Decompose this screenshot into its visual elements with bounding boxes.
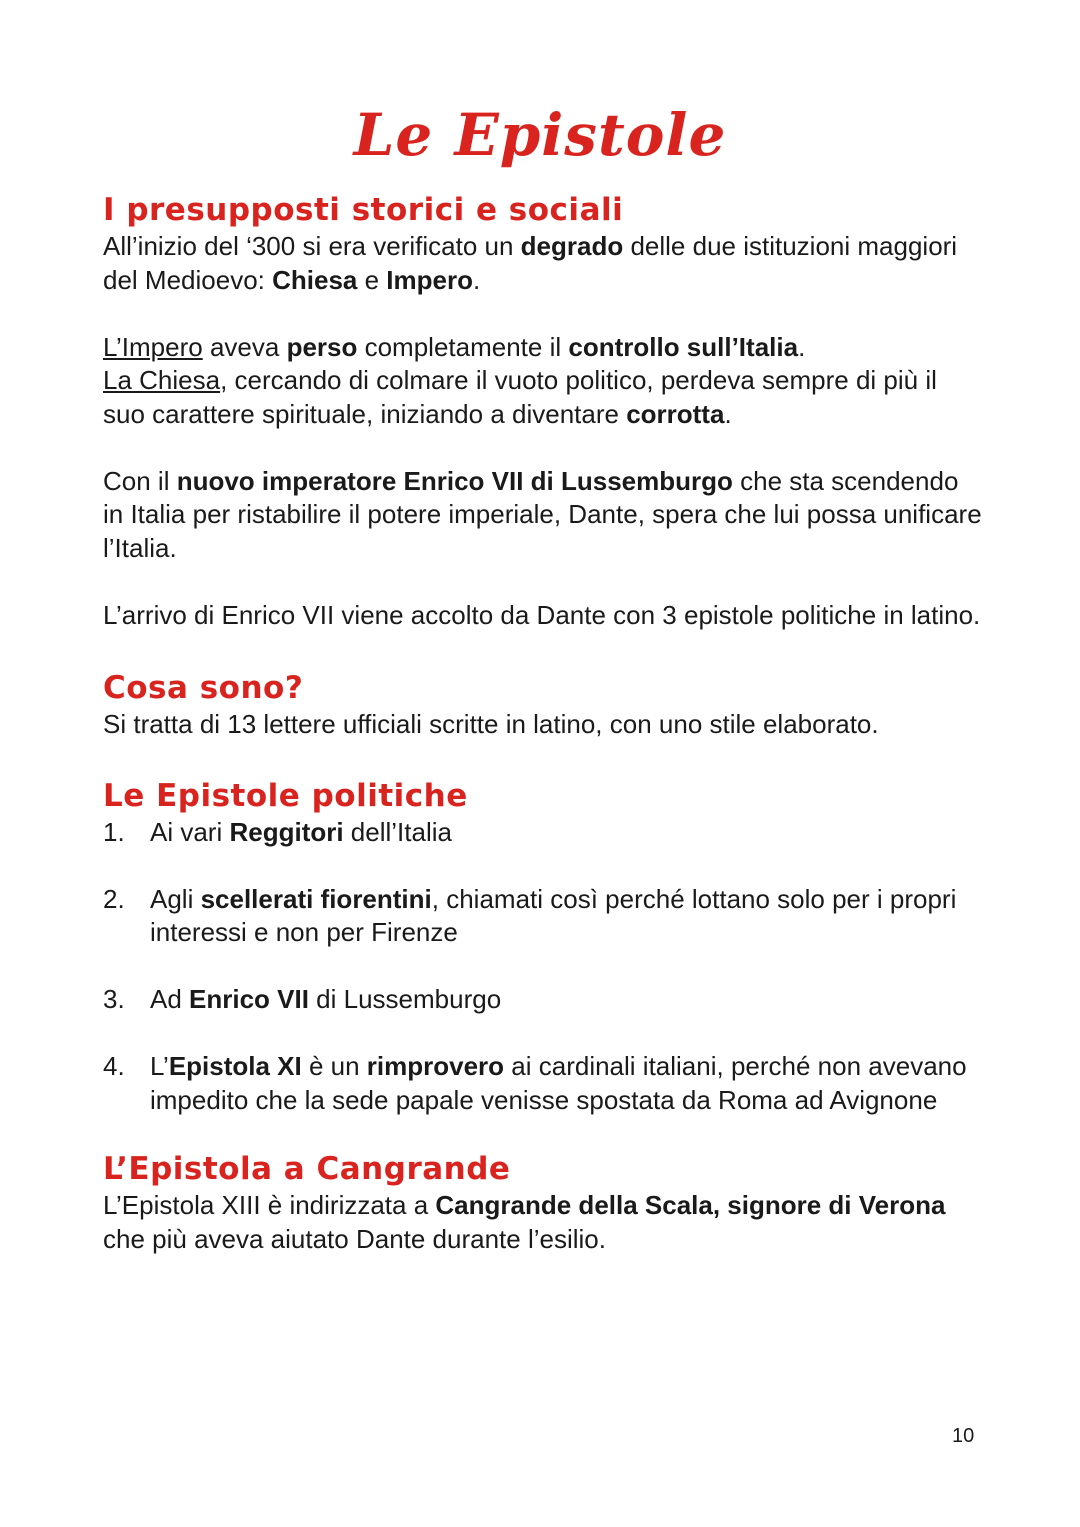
list-item: 3. Ad Enrico VII di Lussemburgo	[103, 984, 502, 1014]
list-item: 1. Ai vari Reggitori dell’Italia	[103, 816, 452, 847]
heading-cangrande: L’Epistola a Cangrande	[103, 1151, 511, 1187]
paragraph-impero-chiesa: L’Impero aveva perso completamente il controllo sull’Italia. La Chiesa, cercando di colmare il vuoto politico, perdeva sempre di più il suo carattere spirituale, iniziando a diventare corrotta.	[103, 331, 937, 429]
page-number: 10	[952, 1425, 975, 1447]
heading-epistole-politiche: Le Epistole politiche	[103, 777, 468, 814]
paragraph-enrico: Con il nuovo imperatore Enrico VII di Lussemburgo che sta scendendo in Italia per ristabilire il potere imperiale, Dante, spera che lui possa unificare l’Italia.	[103, 465, 982, 563]
paragraph-arrivo: L’arrivo di Enrico VII viene accolto da Dante con 3 epistole politiche in latino.	[103, 599, 981, 630]
list-item: 2. Agli scellerati fiorentini, chiamati così perché lottano solo per i propri interessi e non per Firenze	[103, 883, 957, 947]
paragraph-cangrande: L’Epistola XIII è indirizzata a Cangrande della Scala, signore di Verona che più aveva aiutato Dante durante l’esilio.	[103, 1190, 946, 1254]
page-title: Le Epistole	[353, 101, 727, 169]
heading-cosa-sono: Cosa sono?	[103, 670, 304, 706]
content	[103, 190, 983, 1256]
paragraph-cosa-sono: Si tratta di 13 lettere ufficiali scritte in latino, con uno stile elaborato.	[103, 709, 879, 739]
epistole-list	[103, 816, 983, 1118]
list-item: 4. L’Epistola XI è un rimprovero ai cardinali italiani, perché non avevano impedito che la sede papale venisse spostata da Roma ad Avignone	[103, 1051, 967, 1115]
paragraph-degrado: All’inizio del ‘300 si era verificato un degrado delle due istituzioni maggiori del Medioevo: Chiesa e Impero.	[103, 231, 958, 295]
heading-presupposti: I presupposti storici e sociali	[103, 192, 624, 228]
